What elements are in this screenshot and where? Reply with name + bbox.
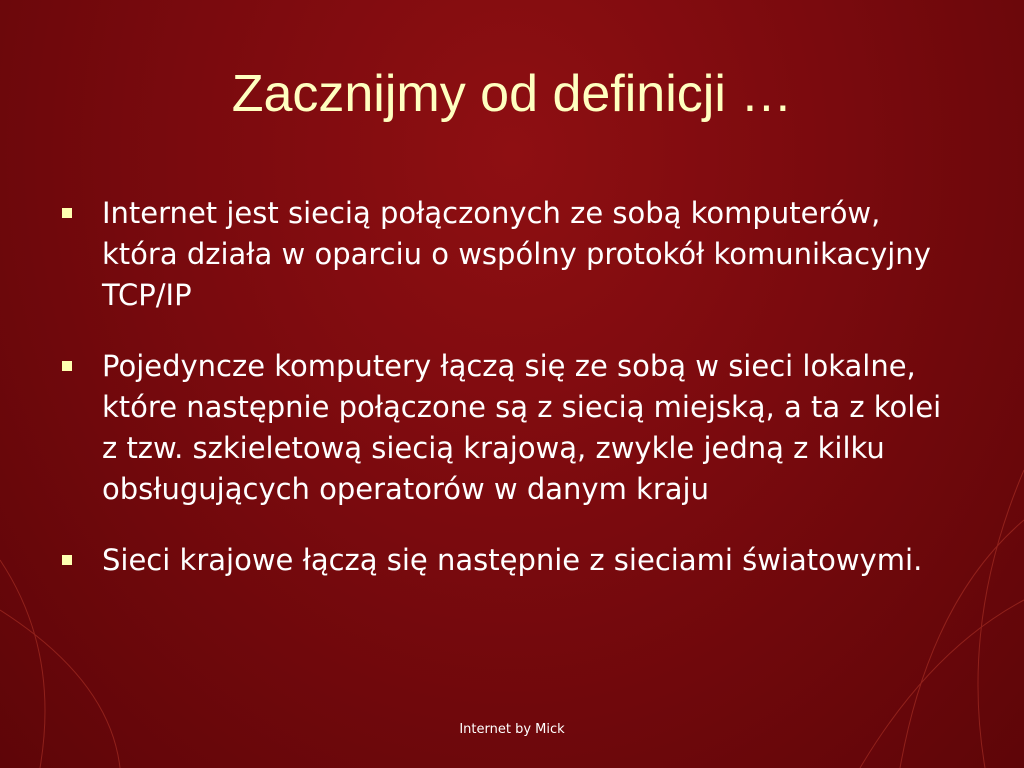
square-bullet-icon [62,361,72,371]
bullet-item [62,193,962,316]
slide-title: Zacznijmy od definicji … [231,65,793,123]
bullet-text: Internet jest siecią połączonych ze sobą komputerów, która działa w oparciu o wspólny protokół komunikacyjny TCP/IP [102,196,931,312]
square-bullet-icon [62,555,72,565]
square-bullet-icon [62,208,72,218]
bullet-text: Sieci krajowe łączą się następnie z sieciami światowymi. [102,543,923,577]
bullet-list [62,193,962,611]
bullet-item [62,540,962,581]
bullet-text: Pojedyncze komputery łączą się ze sobą w sieci lokalne, które następnie połączone są z siecią miejską, a ta z kolei z tzw. szkieletową siecią krajową, zwykle jedną z kilku obsługujących operatorów w danym kraju [102,349,942,506]
slide-footer: Internet by Mick [459,722,565,737]
bullet-item [62,346,962,510]
